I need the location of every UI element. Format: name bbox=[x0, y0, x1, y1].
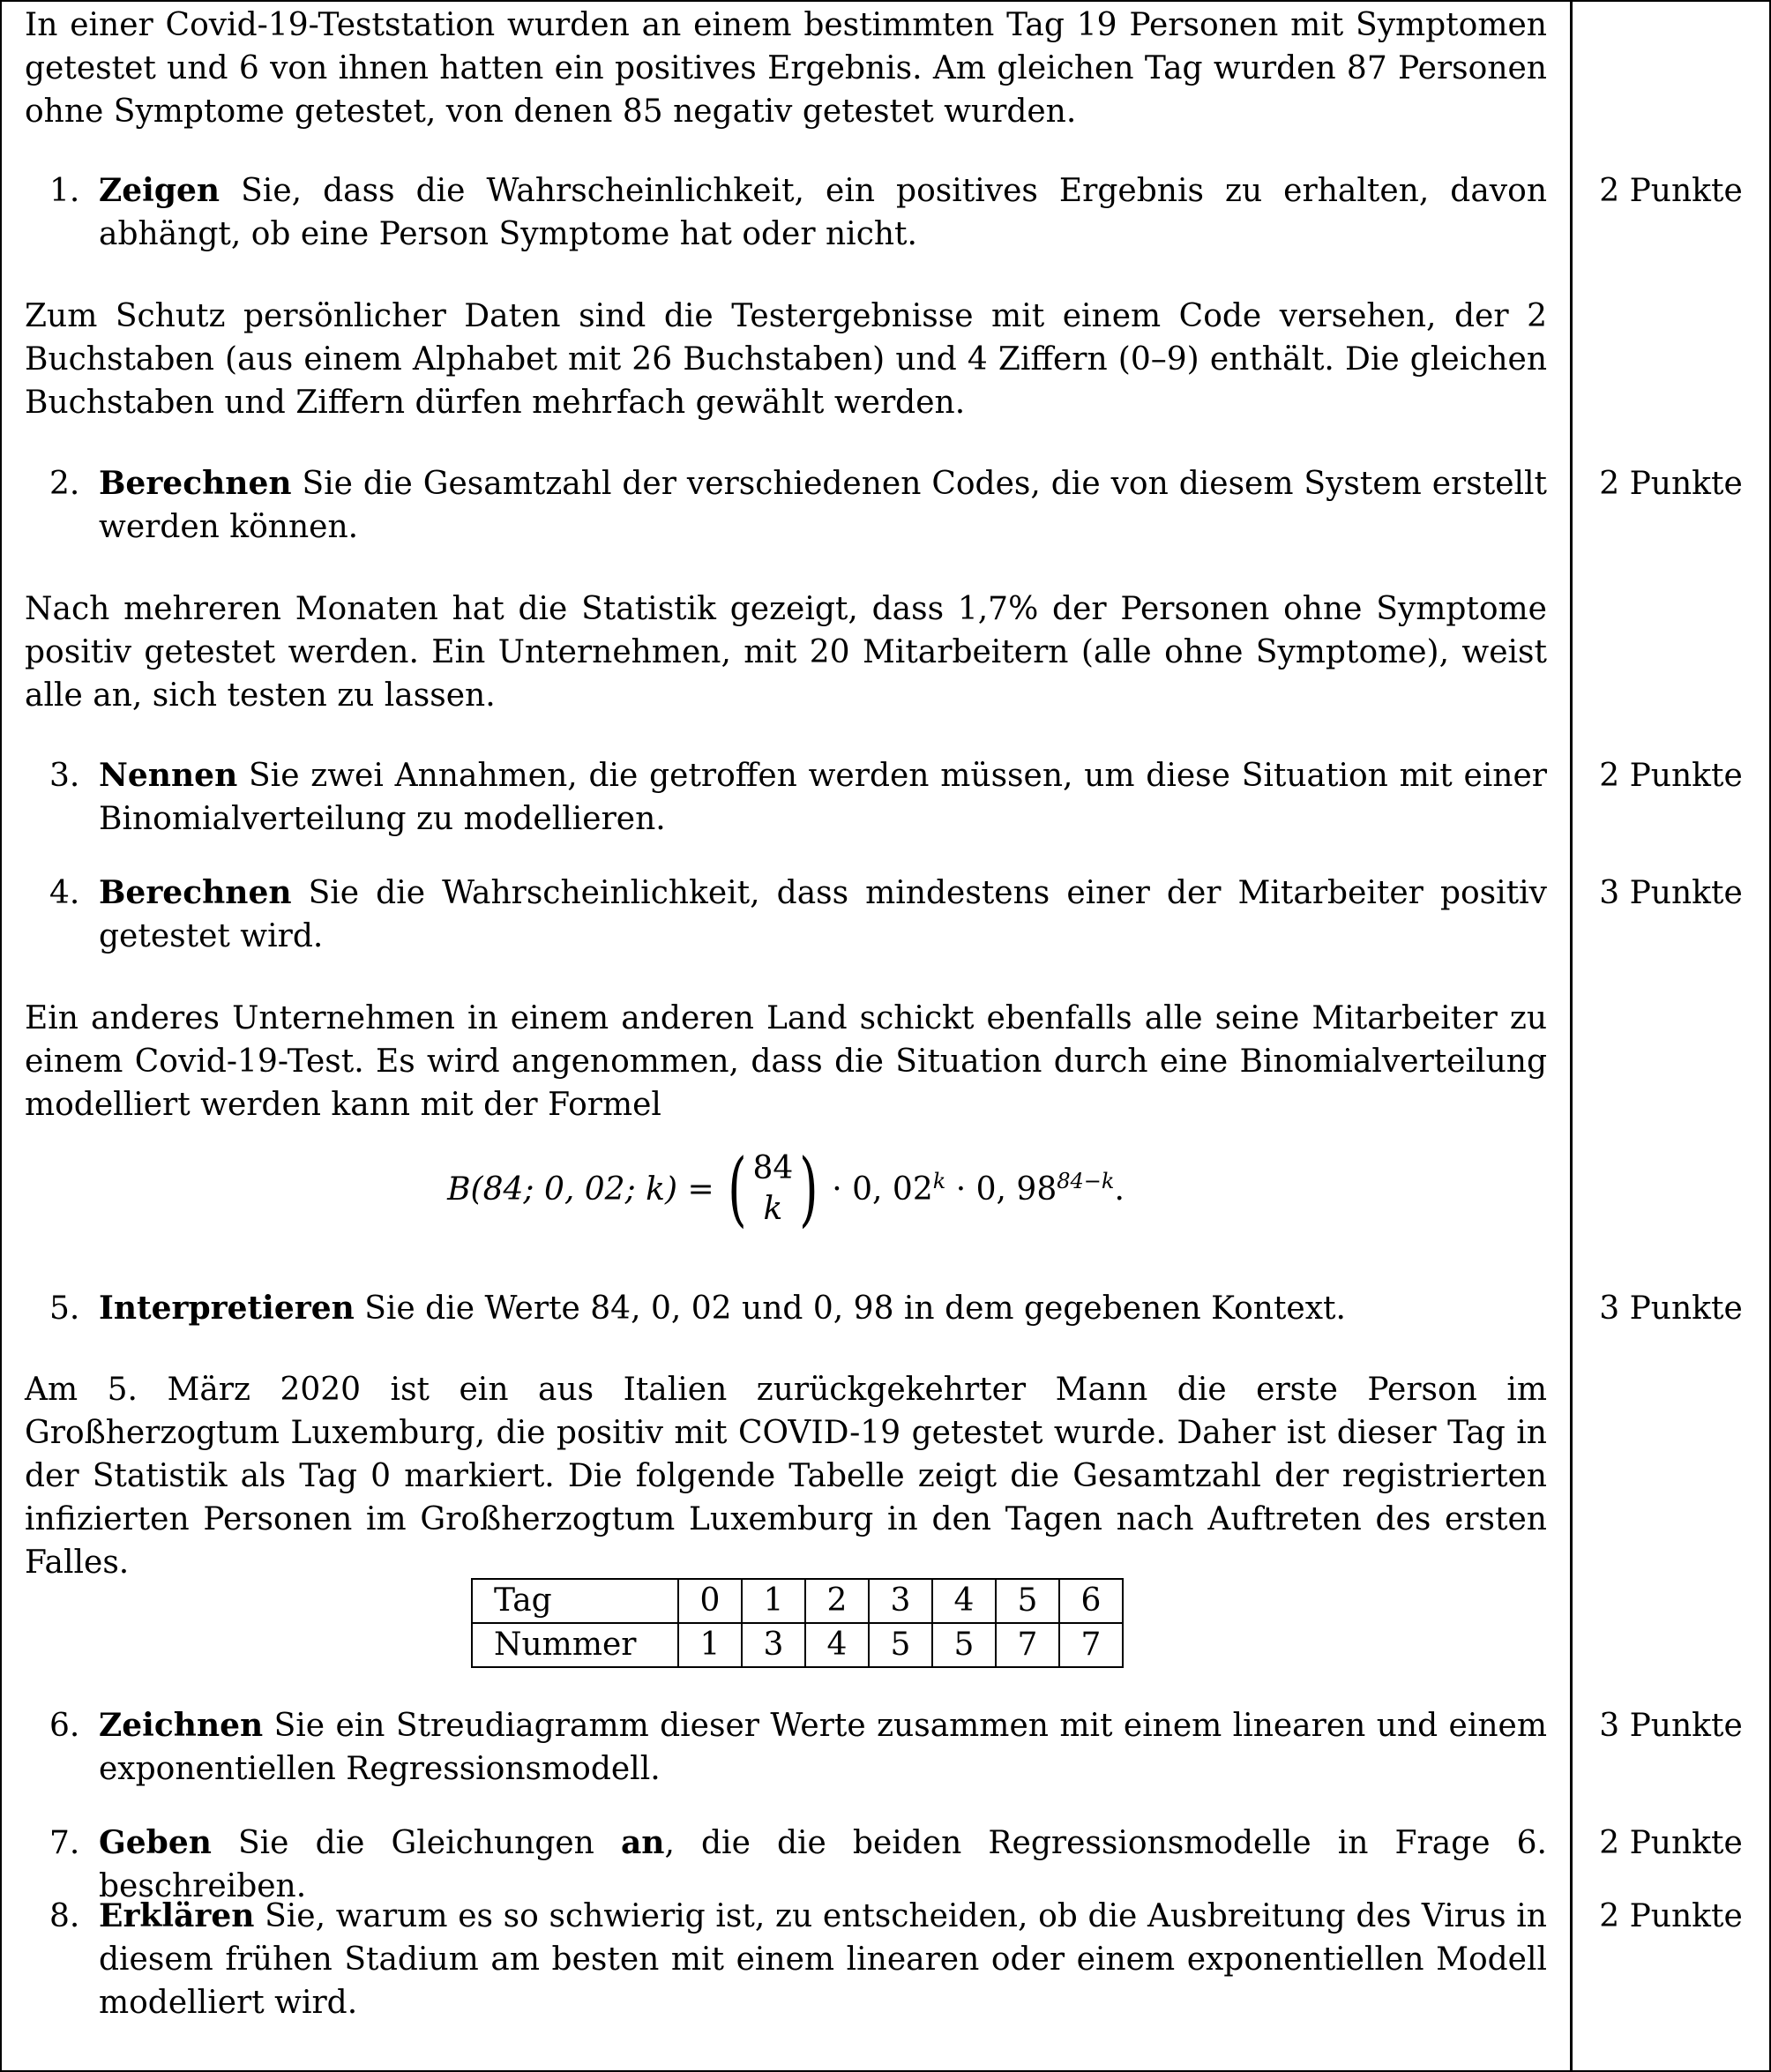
question-text: Sie die Gesamtzahl der verschiedenen Codes, die von diesem System erstellt werden können. bbox=[99, 466, 1547, 545]
points-q4: 3 Punkte bbox=[1599, 875, 1743, 911]
table-cell: 1 bbox=[678, 1623, 742, 1667]
question-5 bbox=[25, 1287, 1547, 1330]
question-number: 2. bbox=[49, 466, 80, 502]
question-verb: Berechnen bbox=[99, 874, 292, 911]
question-number: 3. bbox=[49, 758, 80, 794]
points-q1: 2 Punkte bbox=[1599, 173, 1743, 209]
table-cell: 2 bbox=[805, 1579, 869, 1623]
points-q5: 3 Punkte bbox=[1599, 1290, 1743, 1327]
question-verb: Interpretieren bbox=[99, 1290, 355, 1327]
luxembourg-paragraph: Am 5. März 2020 ist ein aus Italien zurückgekehrter Mann die erste Person im Großherzogtum Luxemburg, die positiv mit COVID-19 getestet wurde. Daher ist dieser Tag in der Statistik als Tag 0 markiert. Die folgende Tabelle zeigt die Gesamtzahl der registrierten infizierten Personen im Großherzogtum Luxemburg in den Tagen nach Auftreten des ersten Falles. bbox=[25, 1372, 1547, 1581]
question-6 bbox=[25, 1704, 1547, 1791]
question-verb: Erklären bbox=[99, 1897, 255, 1934]
binomial-formula bbox=[2, 1141, 1570, 1254]
table-cell: 7 bbox=[996, 1623, 1059, 1667]
points-q6: 3 Punkte bbox=[1599, 1708, 1743, 1744]
question-number: 1. bbox=[49, 173, 80, 209]
table-cell: 5 bbox=[932, 1623, 996, 1667]
table-row-label: Tag bbox=[472, 1579, 678, 1623]
formula-factor-b: · 0, 98 bbox=[955, 1171, 1057, 1208]
question-1 bbox=[25, 169, 1547, 256]
table-cell: 0 bbox=[678, 1579, 742, 1623]
question-number: 5. bbox=[49, 1290, 80, 1327]
question-4 bbox=[25, 871, 1547, 958]
formula-exp-a: k bbox=[932, 1168, 946, 1193]
points-column-divider bbox=[1570, 2, 1573, 2070]
binomial-bottom: k bbox=[763, 1191, 783, 1227]
table-cell: 4 bbox=[805, 1623, 869, 1667]
question-verb: Zeichnen bbox=[99, 1707, 264, 1744]
question-text: Sie die Wahrscheinlichkeit, dass mindestens einer der Mitarbeiter positiv getestet wird. bbox=[99, 875, 1547, 954]
codes-paragraph: Zum Schutz persönlicher Daten sind die Testergebnisse mit einem Code versehen, der 2 Buchstaben (aus einem Alphabet mit 26 Buchstaben) und 4 Ziffern (0–9) enthält. Die gleichen Buchstaben und Ziffern dürfen mehrfach gewählt werden. bbox=[25, 298, 1547, 421]
question-3 bbox=[25, 754, 1547, 841]
question-text-2: , die die beiden Regressionsmodelle in Frage 6. beschreiben. bbox=[99, 1825, 1547, 1904]
question-2 bbox=[25, 462, 1547, 549]
question-number: 7. bbox=[49, 1825, 80, 1861]
question-text: Sie die Werte 84, 0, 02 und 0, 98 in dem gegebenen Kontext. bbox=[354, 1290, 1346, 1327]
intro-paragraph: In einer Covid-19-Teststation wurden an einem bestimmten Tag 19 Personen mit Symptomen getestet und 6 von ihnen hatten ein positives Ergebnis. Am gleichen Tag wurden 87 Personen ohne Symptome getestet, von denen 85 negativ getestet wurden. bbox=[25, 7, 1547, 130]
points-q8: 2 Punkte bbox=[1599, 1898, 1743, 1934]
table-row bbox=[472, 1623, 1123, 1667]
table-cell: 5 bbox=[996, 1579, 1059, 1623]
question-verb-2: an bbox=[620, 1824, 665, 1861]
question-verb: Zeigen bbox=[99, 172, 220, 209]
formula-end: . bbox=[1114, 1171, 1125, 1208]
question-text: Sie, dass die Wahrscheinlichkeit, ein positives Ergebnis zu erhalten, davon abhängt, ob eine Person Symptome hat oder nicht. bbox=[99, 173, 1547, 252]
binomial-top: 84 bbox=[752, 1150, 794, 1186]
table-row bbox=[472, 1579, 1123, 1623]
statistics-paragraph: Nach mehreren Monaten hat die Statistik gezeigt, dass 1,7% der Personen ohne Symptome positiv getestet werden. Ein Unternehmen, mit 20 Mitarbeitern (alle ohne Symptome), weist alle an, sich testen zu lassen. bbox=[25, 591, 1547, 714]
question-number: 6. bbox=[49, 1708, 80, 1744]
other-company-paragraph: Ein anderes Unternehmen in einem anderen Land schickt ebenfalls alle seine Mitarbeiter zu einem Covid-19-Test. Es wird angenommen, dass die Situation durch eine Binomialverteilung modelliert werden kann mit der Formel bbox=[25, 1000, 1547, 1123]
question-text: Sie die Gleichungen bbox=[211, 1825, 621, 1861]
question-text: Sie zwei Annahmen, die getroffen werden müssen, um diese Situation mit einer Binomialverteilung zu modellieren. bbox=[99, 758, 1547, 837]
question-number: 4. bbox=[49, 875, 80, 911]
points-q7: 2 Punkte bbox=[1599, 1825, 1743, 1861]
table-cell: 6 bbox=[1059, 1579, 1123, 1623]
question-verb: Berechnen bbox=[99, 465, 292, 502]
table-cell: 3 bbox=[869, 1579, 932, 1623]
question-text: Sie, warum es so schwierig ist, zu entscheiden, ob die Ausbreitung des Virus in diesem frühen Stadium am besten mit einem linearen oder einem exponentiellen Modell modelliert wird. bbox=[99, 1898, 1547, 2021]
binomial-coefficient: ( 84 k ) bbox=[727, 1141, 819, 1236]
infection-table bbox=[471, 1578, 1124, 1668]
question-verb: Nennen bbox=[99, 757, 238, 794]
question-text: Sie ein Streudiagramm dieser Werte zusammen mit einem linearen und einem exponentiellen Regressionsmodell. bbox=[99, 1708, 1547, 1787]
table-cell: 1 bbox=[742, 1579, 805, 1623]
question-8 bbox=[25, 1895, 1547, 2024]
points-q3: 2 Punkte bbox=[1599, 758, 1743, 794]
formula-exp-b: 84−k bbox=[1057, 1168, 1115, 1193]
question-number: 8. bbox=[49, 1898, 80, 1934]
table-row-label: Nummer bbox=[472, 1623, 678, 1667]
table-cell: 7 bbox=[1059, 1623, 1123, 1667]
table-cell: 3 bbox=[742, 1623, 805, 1667]
table-cell: 5 bbox=[869, 1623, 932, 1667]
formula-factor-a: · 0, 02 bbox=[832, 1171, 933, 1208]
table-cell: 4 bbox=[932, 1579, 996, 1623]
formula-lhs: B(84; 0, 02; k) = bbox=[447, 1171, 714, 1208]
question-verb: Geben bbox=[99, 1824, 212, 1861]
points-q2: 2 Punkte bbox=[1599, 466, 1743, 502]
